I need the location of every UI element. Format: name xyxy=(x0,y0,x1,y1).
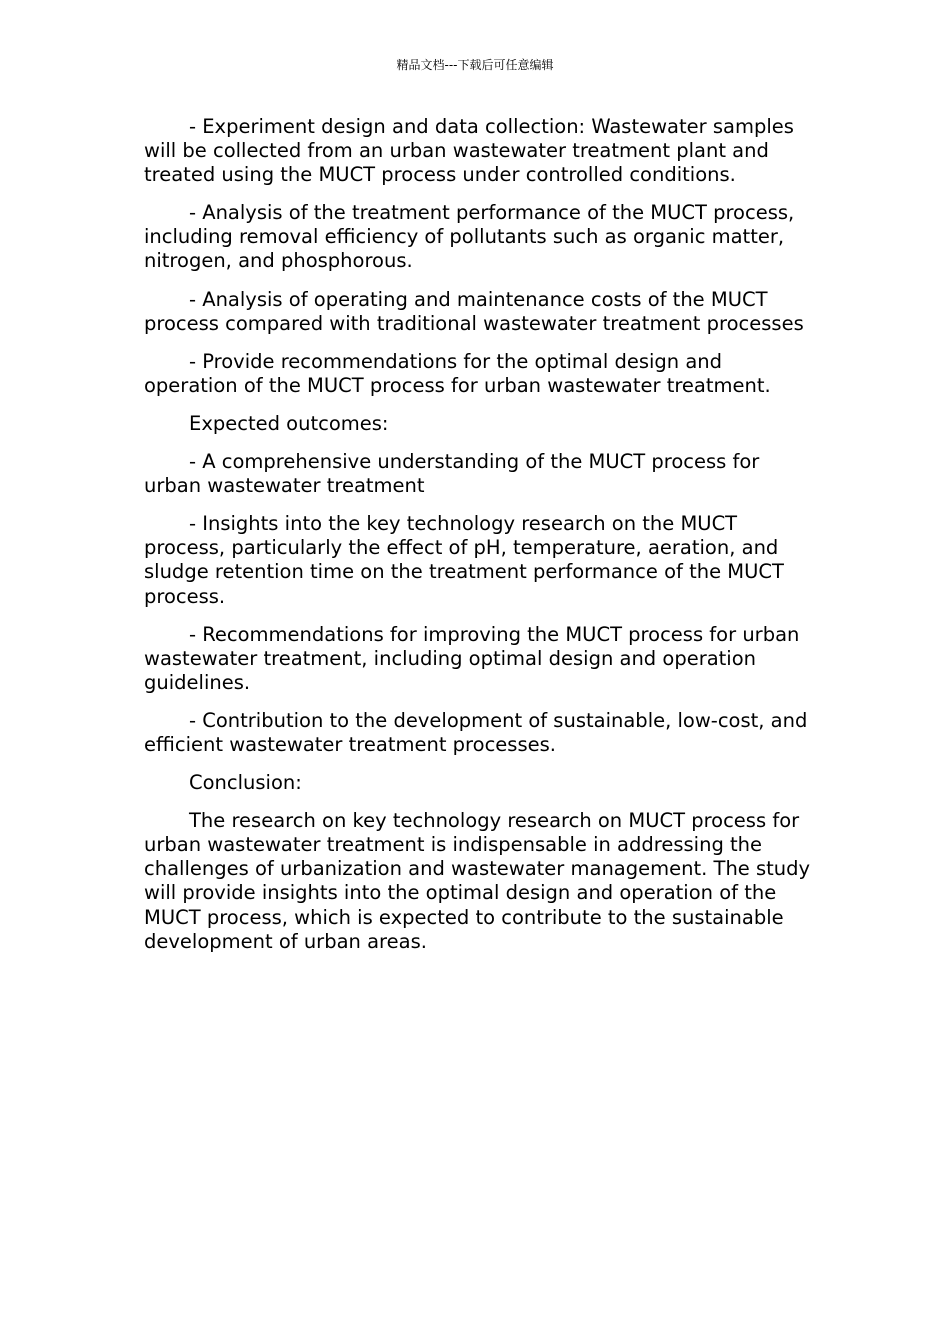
method-item-cost-analysis: - Analysis of operating and maintenance costs of the MUCT process compared with traditional wastewater treatment processes xyxy=(144,287,804,335)
method-item-experiment-design: - Experiment design and data collection: Wastewater samples will be collected from an urban wastewater treatment plant and treated using the MUCT process under controlled conditions. xyxy=(144,115,794,187)
outcome-item-insights: - Insights into the key technology research on the MUCT process, particularly the effect of pH, temperature, aeration, and sludge retention time on the treatment performance of the MUCT process. xyxy=(144,512,784,608)
outcome-item-improvements: - Recommendations for improving the MUCT process for urban wastewater treatment, including optimal design and operation guidelines. xyxy=(144,622,800,694)
outcome-item-contribution: - Contribution to the development of sustainable, low-cost, and efficient wastewater treatment processes. xyxy=(144,708,808,756)
conclusion-paragraph: The research on key technology research on MUCT process for urban wastewater treatment is indispensable in addressing the challenges of urbanization and wastewater management. The study will provide insights into the optimal design and operation of the MUCT process, which is expected to contribute to the sustainable development of urban areas. xyxy=(144,809,811,953)
section-heading-expected-outcomes: Expected outcomes: xyxy=(189,411,389,435)
outcome-item-understanding: - A comprehensive understanding of the MUCT process for urban wastewater treatment xyxy=(144,450,760,498)
method-item-performance-analysis: - Analysis of the treatment performance of the MUCT process, including removal efficiency of pollutants such as organic matter, nitrogen, and phosphorous. xyxy=(144,201,795,273)
page-header: 精品文档---下载后可任意编辑 xyxy=(396,58,554,72)
document-body xyxy=(144,115,812,968)
method-item-recommendations: - Provide recommendations for the optimal design and operation of the MUCT process for urban wastewater treatment. xyxy=(144,349,771,397)
section-heading-conclusion: Conclusion: xyxy=(189,771,302,795)
